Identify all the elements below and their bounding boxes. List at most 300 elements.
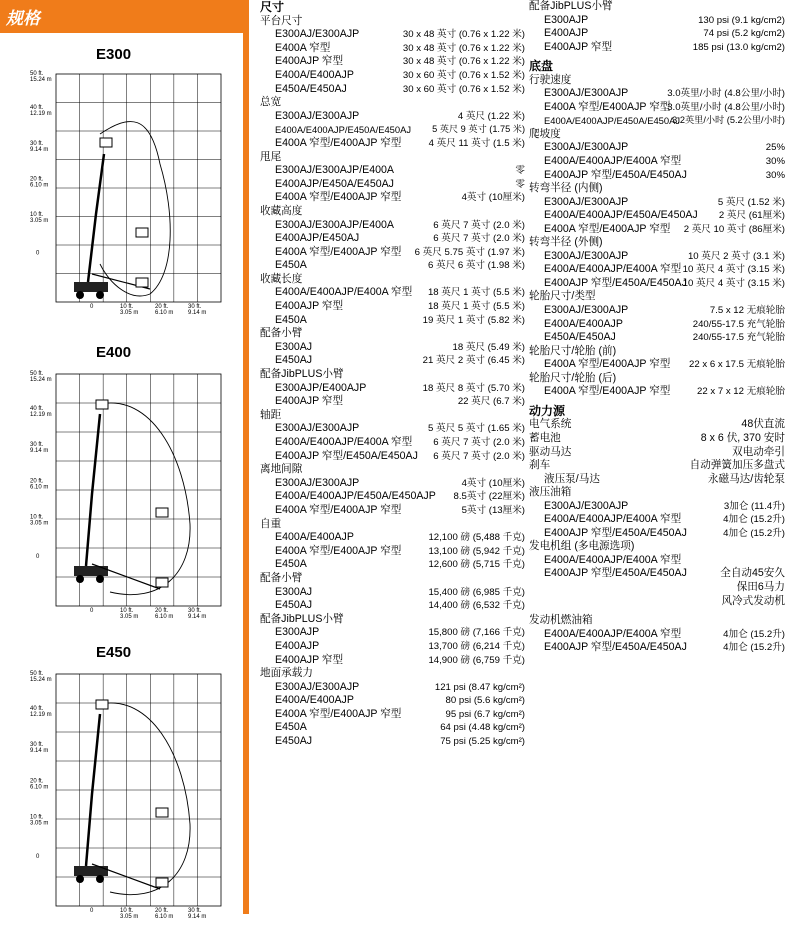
spec-value: 22 x 6 x 17.5 无痕轮胎 [689,359,785,371]
spec-row [260,599,525,613]
spec-value: 6 英尺 6 英寸 (1.98 米) [427,260,525,272]
y-tick-label: 10 ft. [30,514,44,521]
spec-value: 75 psi (5.25 kg/cm²) [440,736,525,748]
spec-row [529,114,785,128]
x-tick-label: 10 ft. [120,908,134,914]
spec-value: 7.5 x 12 无痕轮胎 [709,305,785,317]
spec-label: E450AJ [275,599,313,612]
y-tick-label: 20 ft. [30,778,44,785]
spec-value: 4英寸 (10厘米) [461,477,525,489]
spec-label: 配备小臂 [260,327,303,340]
spec-label: E400AJP 窄型/E450A/E450AJ [544,276,687,289]
spec-value: 185 psi (13.0 kg/cm2) [692,41,785,53]
spec-row [529,87,785,101]
chart-svg [0,340,243,630]
working-range-chart [0,340,243,630]
platform [136,228,148,237]
spec-label: E400A/E400AJP/E450A/E450AJ [544,209,698,222]
spec-heading [529,345,785,359]
x-tick-label: 20 ft. [155,908,169,914]
spec-row [529,500,785,514]
wheel [76,575,84,583]
spec-label: E450A/E450AJ [275,82,347,95]
spec-row [260,490,525,504]
spec-row [260,531,525,545]
spec-row [260,83,525,97]
orange-divider [243,0,249,914]
spec-label: E400A/E400AJP [544,317,623,330]
spec-label: E400A/E400AJP/E400A 窄型 [544,513,682,526]
spec-row [260,708,525,722]
spec-value: 30 x 48 英寸 (0.76 x 1.22 米) [402,56,525,68]
spec-heading [529,0,785,14]
spec-row [260,123,525,137]
spec-label: 配备小臂 [260,571,303,584]
spec-value: 保田6马力 [736,580,785,593]
spec-label: E400A 窄型 [275,41,331,54]
spec-heading [529,432,785,446]
spec-label: 液压油箱 [529,486,572,499]
spec-heading [260,613,525,627]
spec-value: 5 英尺 9 英寸 (1.75 米) [432,124,525,135]
x-tick-label: 3.05 m [120,914,139,920]
spec-value: 30 x 48 英寸 (0.76 x 1.22 米) [402,42,525,54]
spec-label: E300AJP/E400AJP [275,381,367,394]
spec-value: 18 英尺 1 英寸 (5.5 米) [427,287,525,299]
spec-row [260,558,525,572]
spec-heading [529,128,785,142]
x-tick-label: 30 ft. [188,304,202,310]
spec-value: 22 x 7 x 12 无痕轮胎 [697,386,785,398]
x-tick-label: 10 ft. [120,608,134,614]
spec-label: E300AJP [544,13,589,26]
spec-row [260,721,525,735]
spec-row [260,654,525,668]
y-tick-label: 30 ft. [30,442,44,449]
spec-row [529,263,785,277]
y-tick-label: 12.19 m [30,111,52,118]
spec-label: E400AJP 窄型 [544,40,613,53]
spec-label: E400AJP 窄型 [275,395,344,408]
spec-label: E400A 窄型/E400AJP 窄型 [275,544,402,557]
spec-value: 4加仑 (15.2升) [723,527,785,539]
spec-value: 18 英尺 1 英寸 (5.5 米) [427,301,525,313]
spec-row [260,110,525,124]
y-tick-label: 6.10 m [30,784,49,791]
spec-value: 6 英尺 7 英寸 (2.0 米) [433,219,525,231]
spec-label: 收藏高度 [260,204,303,217]
spec-label: E400A/E400AJP/E450A/E450AJP [275,490,436,503]
spec-value: 6 英尺 7 英寸 (2.0 米) [433,450,525,462]
spec-value: 80 psi (5.6 kg/cm²) [445,695,525,707]
spec-label: 驱动马达 [529,445,572,458]
y-tick-label: 40 ft. [30,405,44,412]
spec-label: 配备JibPLUS小臂 [260,612,344,625]
spec-row [260,545,525,559]
spec-label: E400AJP 窄型/E450A/E450AJ [544,567,687,580]
spec-label: 转弯半径 (外侧) [529,236,603,249]
spec-value: 130 psi (9.1 kg/cm2) [698,14,785,26]
spec-label: E300AJP [275,626,320,639]
spec-value: 74 psi (5.2 kg/cm2) [703,28,785,40]
spec-row [260,300,525,314]
x-tick-label: 9.14 m [188,614,207,620]
spec-value: 4加仑 (15.2升) [723,642,785,654]
spec-row [529,567,785,581]
spec-label: 离地间隙 [260,463,303,476]
spec-label: E400A/E400AJP/E400A 窄型 [544,553,682,566]
spec-value: 14,400 磅 (6,532 千克) [428,600,525,612]
spec-row [260,259,525,273]
spec-label: E300AJ/E300AJP [275,476,360,489]
machine-base [74,282,108,292]
spec-row [529,527,785,541]
spec-row [260,694,525,708]
y-tick-label: 40 ft. [30,705,44,712]
y-tick-label: 30 ft. [30,140,44,147]
spec-label: E400AJP 窄型 [275,55,344,68]
spec-row [529,277,785,291]
spec-heading [529,446,785,460]
x-tick-label: 9.14 m [188,310,207,316]
spec-label: E450AJ [275,354,313,367]
spec-label: E300AJ/E300AJP [544,304,629,317]
spec-value: 13,700 磅 (6,214 千克) [428,640,525,652]
spec-heading [260,205,525,219]
spec-row [529,385,785,399]
spec-label: E300AJ/E300AJP [544,141,629,154]
y-tick-label: 9.14 m [30,448,49,455]
spec-value: 3加仑 (11.4升) [723,500,785,512]
spec-label: 地面承载力 [260,667,313,680]
spec-label: E400AJP 窄型/E450A/E450AJ [544,641,687,654]
x-tick-label: 6.10 m [155,310,174,316]
y-tick-label: 0 [36,553,40,560]
spec-value: 30% [765,169,785,181]
spec-heading [529,372,785,386]
spec-row [260,286,525,300]
spec-value: 15,400 磅 (6,985 千克) [428,586,525,598]
y-tick-label: 50 ft. [30,671,44,677]
spec-label: E400A 窄型/E400AJP 窄型 [544,100,671,113]
spec-label: E400AJP [544,27,589,40]
spec-value: 双电动牵引 [732,445,785,458]
spec-heading [260,273,525,287]
spec-value: 30 x 60 英寸 (0.76 x 1.52 米) [402,69,525,81]
spec-value: 15,800 磅 (7,166 千克) [428,627,525,639]
spec-label: E400A/E400AJP/E400A 窄型 [544,627,682,640]
spec-value: 18 英尺 (5.49 米) [452,341,525,353]
spec-row [529,513,785,527]
y-tick-label: 15.24 m [30,377,52,383]
spec-row [260,246,525,260]
spec-label: 发电机组 (多电源选项) [529,540,635,553]
spec-value: 3.0英里/小时 (4.8公里/小时) [667,101,785,113]
spec-label: E450A [275,313,307,326]
spec-value: 240/55-17.5 充气轮胎 [692,332,785,344]
y-tick-label: 40 ft. [30,105,44,112]
spec-label: E300AJ/E300AJP [544,499,629,512]
spec-label: 配备JibPLUS小臂 [529,0,613,12]
platform [156,578,168,587]
y-tick-label: 9.14 m [30,146,49,153]
spec-heading [260,96,525,110]
section-header [0,0,243,33]
spec-label: E400A/E400AJP/E400A 窄型 [275,286,413,299]
spec-value: 4加仑 (15.2升) [723,514,785,526]
spec-row [260,422,525,436]
spec-label: 液压泵/马达 [544,472,600,485]
y-tick-label: 6.10 m [30,182,49,189]
y-tick-label: 30 ft. [30,742,44,749]
y-tick-label: 0 [36,250,40,257]
spec-label: E300AJ/E300AJP/E400A [275,218,394,231]
spec-heading [260,463,525,477]
specs-column-1 [260,1,525,749]
spec-row [260,191,525,205]
spec-heading [529,459,785,473]
spec-label: 配备JibPLUS小臂 [260,368,344,381]
spec-row [260,28,525,42]
spec-label: E400A 窄型/E400AJP 窄型 [544,358,671,371]
spec-row [529,318,785,332]
spec-label: E400A/E400AJP [275,694,354,707]
spec-row [260,735,525,749]
spec-label: 平台尺寸 [260,14,303,27]
spec-row [529,358,785,372]
spec-label: 刹车 [529,459,551,472]
section-heading [260,1,525,15]
spec-value: 10 英尺 2 英寸 (3.1 米) [687,250,785,262]
x-tick-label: 10 ft. [120,304,134,310]
spec-heading [529,236,785,250]
platform [136,278,148,287]
spec-label: E400AJP [275,639,320,652]
y-tick-label: 10 ft. [30,814,44,821]
spec-label: E300AJ/E300AJP/E400A [275,164,394,177]
spec-label: E400A 窄型/E400AJP 窄型 [275,707,402,720]
spec-row [260,586,525,600]
spec-value: 6 英尺 5.75 英寸 (1.97 米) [414,246,525,258]
spec-row [529,250,785,264]
spec-value: 4加仑 (15.2升) [723,628,785,640]
spec-value: 19 英尺 1 英寸 (5.82 米) [422,314,525,326]
x-tick-label: 6.10 m [155,614,174,620]
spec-label: 尺寸 [260,0,285,14]
spec-label: E400A/E400AJP/E400A 窄型 [275,436,413,448]
spec-label: E400AJP 窄型 [275,653,344,666]
y-tick-label: 20 ft. [30,478,44,485]
spec-label: 自重 [260,517,282,530]
spec-value: 2 英尺 10 英寸 (86厘米) [683,223,785,235]
spec-value: 21 英尺 2 英寸 (6.45 米) [422,355,525,367]
spec-row [260,232,525,246]
spec-label: E400A 窄型/E400AJP 窄型 [275,503,402,516]
spec-row [260,55,525,69]
spec-label: E450A [275,721,307,734]
spec-value: 5 英尺 5 英寸 (1.65 米) [427,423,525,435]
spec-value: 零 [515,165,525,177]
spec-row [529,141,785,155]
y-tick-label: 3.05 m [30,218,49,225]
spec-label: E400A 窄型/E400AJP 窄型 [275,191,402,204]
spec-row [529,155,785,169]
spec-label: E450A [275,558,307,571]
spec-label: E400AJP/E450AJ [275,232,360,245]
spec-label: 轮胎尺寸/轮胎 (后) [529,371,617,384]
spec-row [529,169,785,183]
spec-heading [529,486,785,500]
spec-row [529,554,785,568]
chart-svg [0,640,243,930]
spec-label: E400AJP 窄型/E450A/E450AJ [275,449,418,462]
section-title: 规格 [6,9,40,29]
reach-envelope [100,703,190,895]
wheel [96,575,104,583]
y-tick-label: 9.14 m [30,748,49,755]
spec-heading [529,74,785,88]
y-tick-label: 15.24 m [30,677,52,683]
spec-label: 行驶速度 [529,73,572,86]
spec-row [529,41,785,55]
spec-value: 30 x 60 英寸 (0.76 x 1.52 米) [402,83,525,95]
spec-label: E400A/E400AJP [275,68,354,81]
spec-value: 30% [765,156,785,168]
spec-label: E400A/E400AJP [275,531,354,544]
spec-row [529,473,785,487]
spec-row [529,101,785,115]
spec-label: E300AJ/E300AJP [275,109,360,122]
spec-row [529,304,785,318]
y-tick-label: 0 [36,853,40,860]
spec-label: E300AJ [275,585,313,598]
spec-row [529,595,785,609]
platform [96,700,108,709]
spec-value: 6 英尺 7 英寸 (2.0 米) [433,437,525,448]
y-tick-label: 50 ft. [30,371,44,377]
spec-label: E400A 窄型/E400AJP 窄型 [544,222,671,235]
spec-row [529,209,785,223]
spec-value: 10 英尺 4 英寸 (3.15 米) [682,277,785,289]
spec-label: E400A/E400AJP/E400A 窄型 [544,155,682,168]
spec-value: 25% [765,142,785,154]
x-tick-label: 20 ft. [155,304,169,310]
spec-row [260,69,525,83]
spec-label: 轴距 [260,408,282,421]
platform [100,138,112,147]
spec-row [260,626,525,640]
spec-heading [260,572,525,586]
spec-row [260,354,525,368]
spec-row [529,581,785,595]
spec-heading [529,418,785,432]
spec-row [260,382,525,396]
spec-row [260,164,525,178]
spec-heading [260,409,525,423]
spec-value: 12,100 磅 (5,488 千克) [428,532,525,544]
y-tick-label: 50 ft. [30,71,44,77]
spec-row [529,196,785,210]
spec-label: E450A/E450AJ [544,331,616,344]
spec-label: E400A/E400AJP/E400A 窄型 [544,263,682,276]
spec-heading [529,540,785,554]
spec-label: 总宽 [260,96,282,109]
spec-value: 121 psi (8.47 kg/cm²) [434,681,525,693]
platform [96,400,108,409]
spec-value: 12,600 磅 (5,715 千克) [428,559,525,571]
spec-row [529,331,785,345]
spec-label: 电气系统 [529,418,572,431]
wheel [96,291,104,299]
boom [88,154,104,282]
spec-row [529,628,785,642]
y-tick-label: 20 ft. [30,176,44,183]
spec-value: 风冷式发动机 [721,594,785,607]
spec-value: 240/55-17.5 充气轮胎 [692,318,785,330]
spec-value: 4英寸 (10厘米) [461,192,525,204]
spec-label: E400A/E400AJP/E450A/E450AJ [275,124,412,136]
spec-row [529,27,785,41]
spec-row [260,477,525,491]
x-tick-label: 30 ft. [188,908,202,914]
spec-value: 22 英尺 (6.7 米) [457,396,525,408]
spec-row [260,42,525,56]
spec-label: 蓄电池 [529,431,561,444]
spec-value: 永磁马达/齿轮泵 [707,472,785,485]
spec-heading [260,151,525,165]
spec-label: 动力源 [529,403,566,418]
platform [156,808,168,817]
working-range-chart [0,640,243,930]
chart-title: E400 [96,344,132,361]
spec-row [260,450,525,464]
spec-row [529,223,785,237]
spec-value: 3.0英里/小时 (4.8公里/小时) [667,88,785,100]
spec-label: E400A 窄型/E400AJP 窄型 [275,136,402,149]
spec-label: 轮胎尺寸/类型 [529,290,596,303]
spec-label: E400AJP 窄型/E450A/E450AJ [544,526,687,539]
spec-label: E300AJ/E300AJP [275,28,360,41]
x-tick-label: 9.14 m [188,914,207,920]
spec-value: 自动弹簧加压多盘式 [689,459,785,472]
x-tick-label: 0 [90,608,94,614]
spec-value: 6 英尺 7 英寸 (2.0 米) [433,233,525,245]
spec-heading [260,518,525,532]
spec-heading [529,290,785,304]
spec-label: 收藏长度 [260,272,303,285]
spec-label: 甩尾 [260,150,282,163]
spec-value: 3.2英里/小时 (5.2公里/小时) [672,115,785,126]
spec-value: 10 英尺 4 英寸 (3.15 米) [682,264,785,276]
spec-label: E400A/E400AJP/E450A/E450AJ [544,115,681,127]
spec-label: 轮胎尺寸/轮胎 (前) [529,344,617,357]
spec-value: 8.5英寸 (22厘米) [453,491,525,503]
spec-label: E450AJ [275,735,313,748]
spec-label: E300AJ [275,340,313,353]
spec-value: 零 [515,178,525,190]
spec-row [529,14,785,28]
spec-value: 18 英尺 8 英寸 (5.70 米) [422,382,525,394]
spec-label: 底盘 [529,59,554,74]
spec-heading [260,368,525,382]
section-heading [529,405,785,419]
spec-row [260,681,525,695]
spec-heading [260,15,525,29]
spec-row [529,641,785,655]
chart-title: E450 [96,644,132,661]
spec-label: E300AJ/E300AJP [544,87,629,100]
spec-label: E450A [275,259,307,272]
